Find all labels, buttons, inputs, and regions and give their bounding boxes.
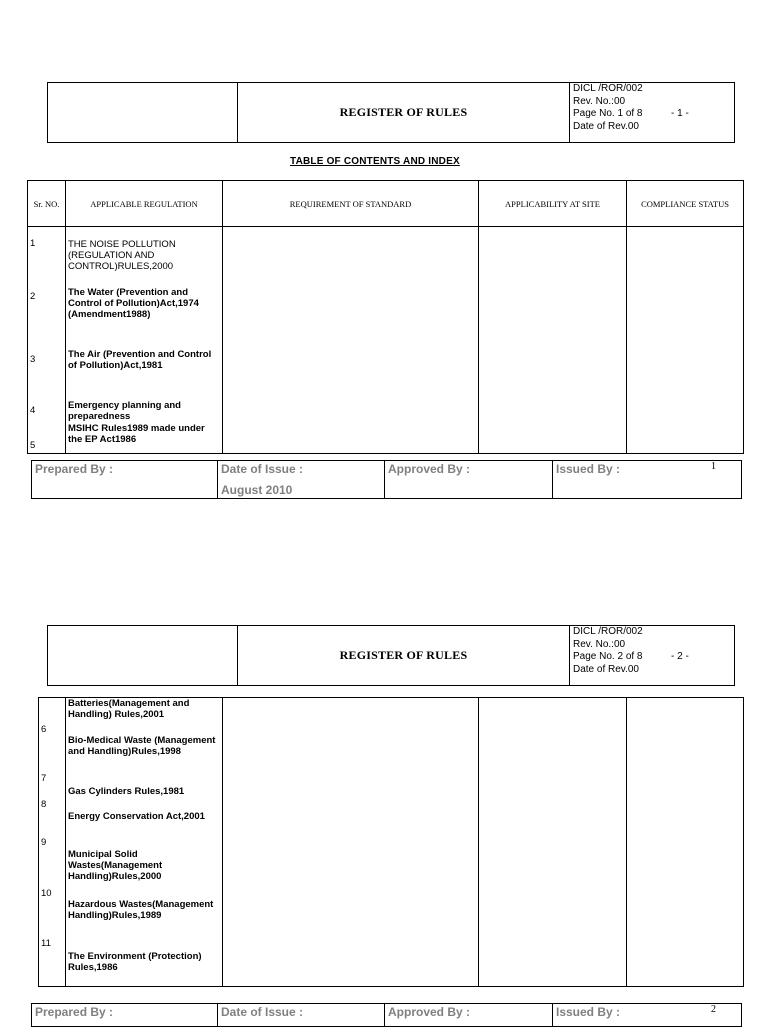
issue-date-value: August 2010 bbox=[221, 483, 293, 497]
regulation-name: Emergency planning and preparedness bbox=[68, 400, 181, 422]
sr-number: 10 bbox=[41, 888, 52, 899]
sr-number: 7 bbox=[41, 773, 47, 784]
applicability-cell bbox=[479, 698, 627, 987]
sr-number: 4 bbox=[30, 405, 36, 416]
doc-number: DICL /ROR/002 bbox=[573, 83, 643, 94]
page-number-text: Page No. 1 of 8 bbox=[573, 108, 643, 119]
requirement-cell bbox=[223, 698, 479, 987]
regulation-name: Energy Conservation Act,2001 bbox=[68, 811, 205, 822]
footer-page-number: 2 bbox=[711, 1004, 716, 1015]
page-number-text: Page No. 2 of 8 bbox=[573, 651, 643, 662]
sr-number: 2 bbox=[30, 291, 36, 302]
date-of-issue: Date of Issue : August 2010 bbox=[218, 461, 385, 498]
rev-number: Rev. No.:00 bbox=[573, 638, 626, 650]
footer-page-number: 1 bbox=[711, 461, 716, 472]
col-sr-no: Sr. NO. bbox=[28, 181, 66, 227]
regulation-name: Hazardous Wastes(Management Handling)Rules,1989 bbox=[68, 899, 214, 921]
prepared-by: Prepared By : bbox=[32, 1004, 218, 1026]
regulation-column bbox=[66, 698, 223, 987]
page-marker: - 2 - bbox=[671, 651, 689, 662]
rev-number: Rev. No.:00 bbox=[573, 95, 626, 107]
regulation-name: THE NOISE POLLUTION (REGULATION AND CONTROL)RULES,2000 bbox=[68, 239, 176, 272]
sr-number: 8 bbox=[41, 799, 47, 810]
applicability-cell bbox=[479, 227, 627, 454]
page2-header bbox=[47, 625, 735, 686]
regulation-name: The Environment (Protection) Rules,1986 bbox=[68, 951, 202, 973]
sr-number: 3 bbox=[30, 354, 36, 365]
requirement-cell bbox=[223, 227, 479, 454]
header-doc-info bbox=[570, 83, 734, 142]
col-requirement-of-standard: REQUIREMENT OF STANDARD bbox=[223, 181, 479, 227]
header-title: REGISTER OF RULES bbox=[238, 626, 570, 685]
page1-regulation-table bbox=[27, 180, 744, 454]
regulation-name: Bio-Medical Waste (Management and Handling)Rules,1998 bbox=[68, 735, 216, 757]
compliance-cell bbox=[627, 698, 744, 987]
rev-date: Date of Rev.00 bbox=[573, 663, 639, 675]
approved-by: Approved By : bbox=[385, 1004, 553, 1026]
regulation-name: Gas Cylinders Rules,1981 bbox=[68, 786, 185, 797]
page1-header bbox=[47, 82, 735, 143]
compliance-cell bbox=[627, 227, 744, 454]
doc-number: DICL /ROR/002 bbox=[573, 626, 643, 637]
regulation-name: MSIHC Rules1989 made under the EP Act1986 bbox=[68, 423, 205, 445]
sr-column bbox=[28, 227, 66, 454]
col-applicable-regulation: APPLICABLE REGULATION bbox=[66, 181, 223, 227]
rev-date: Date of Rev.00 bbox=[573, 120, 639, 132]
date-of-issue: Date of Issue : bbox=[218, 1004, 385, 1026]
approved-by: Approved By : bbox=[385, 461, 553, 498]
prepared-by: Prepared By : bbox=[32, 461, 218, 498]
regulation-name: The Air (Prevention and Control of Pollution)Act,1981 bbox=[68, 349, 212, 371]
page2-footer bbox=[31, 1003, 742, 1027]
header-title: REGISTER OF RULES bbox=[238, 83, 570, 142]
page1-footer bbox=[31, 460, 742, 499]
sr-column bbox=[39, 698, 66, 987]
sr-number: 11 bbox=[41, 938, 51, 949]
toc-title: TABLE OF CONTENTS AND INDEX bbox=[290, 156, 460, 167]
col-applicability-at-site: APPLICABILITY AT SITE bbox=[479, 181, 627, 227]
page2-regulation-table bbox=[38, 697, 744, 987]
page-marker: - 1 - bbox=[671, 108, 689, 119]
header-logo-cell bbox=[48, 83, 238, 142]
issued-by: Issued By : 1 bbox=[556, 461, 716, 476]
col-compliance-status: COMPLIANCE STATUS bbox=[627, 181, 744, 227]
sr-number: 9 bbox=[41, 837, 47, 848]
header-doc-info bbox=[570, 626, 734, 685]
issued-by: Issued By : 2 bbox=[556, 1004, 716, 1019]
sr-number: 5 bbox=[30, 440, 36, 451]
sr-number: 6 bbox=[41, 724, 47, 735]
sr-number: 1 bbox=[30, 238, 36, 249]
regulation-name: The Water (Prevention and Control of Pollution)Act,1974 (Amendment1988) bbox=[68, 287, 199, 320]
regulation-name: Municipal Solid Wastes(Management Handling)Rules,2000 bbox=[68, 849, 163, 882]
regulation-column bbox=[66, 227, 223, 454]
header-logo-cell bbox=[48, 626, 238, 685]
regulation-name: Batteries(Management and Handling) Rules,2001 bbox=[68, 698, 190, 720]
